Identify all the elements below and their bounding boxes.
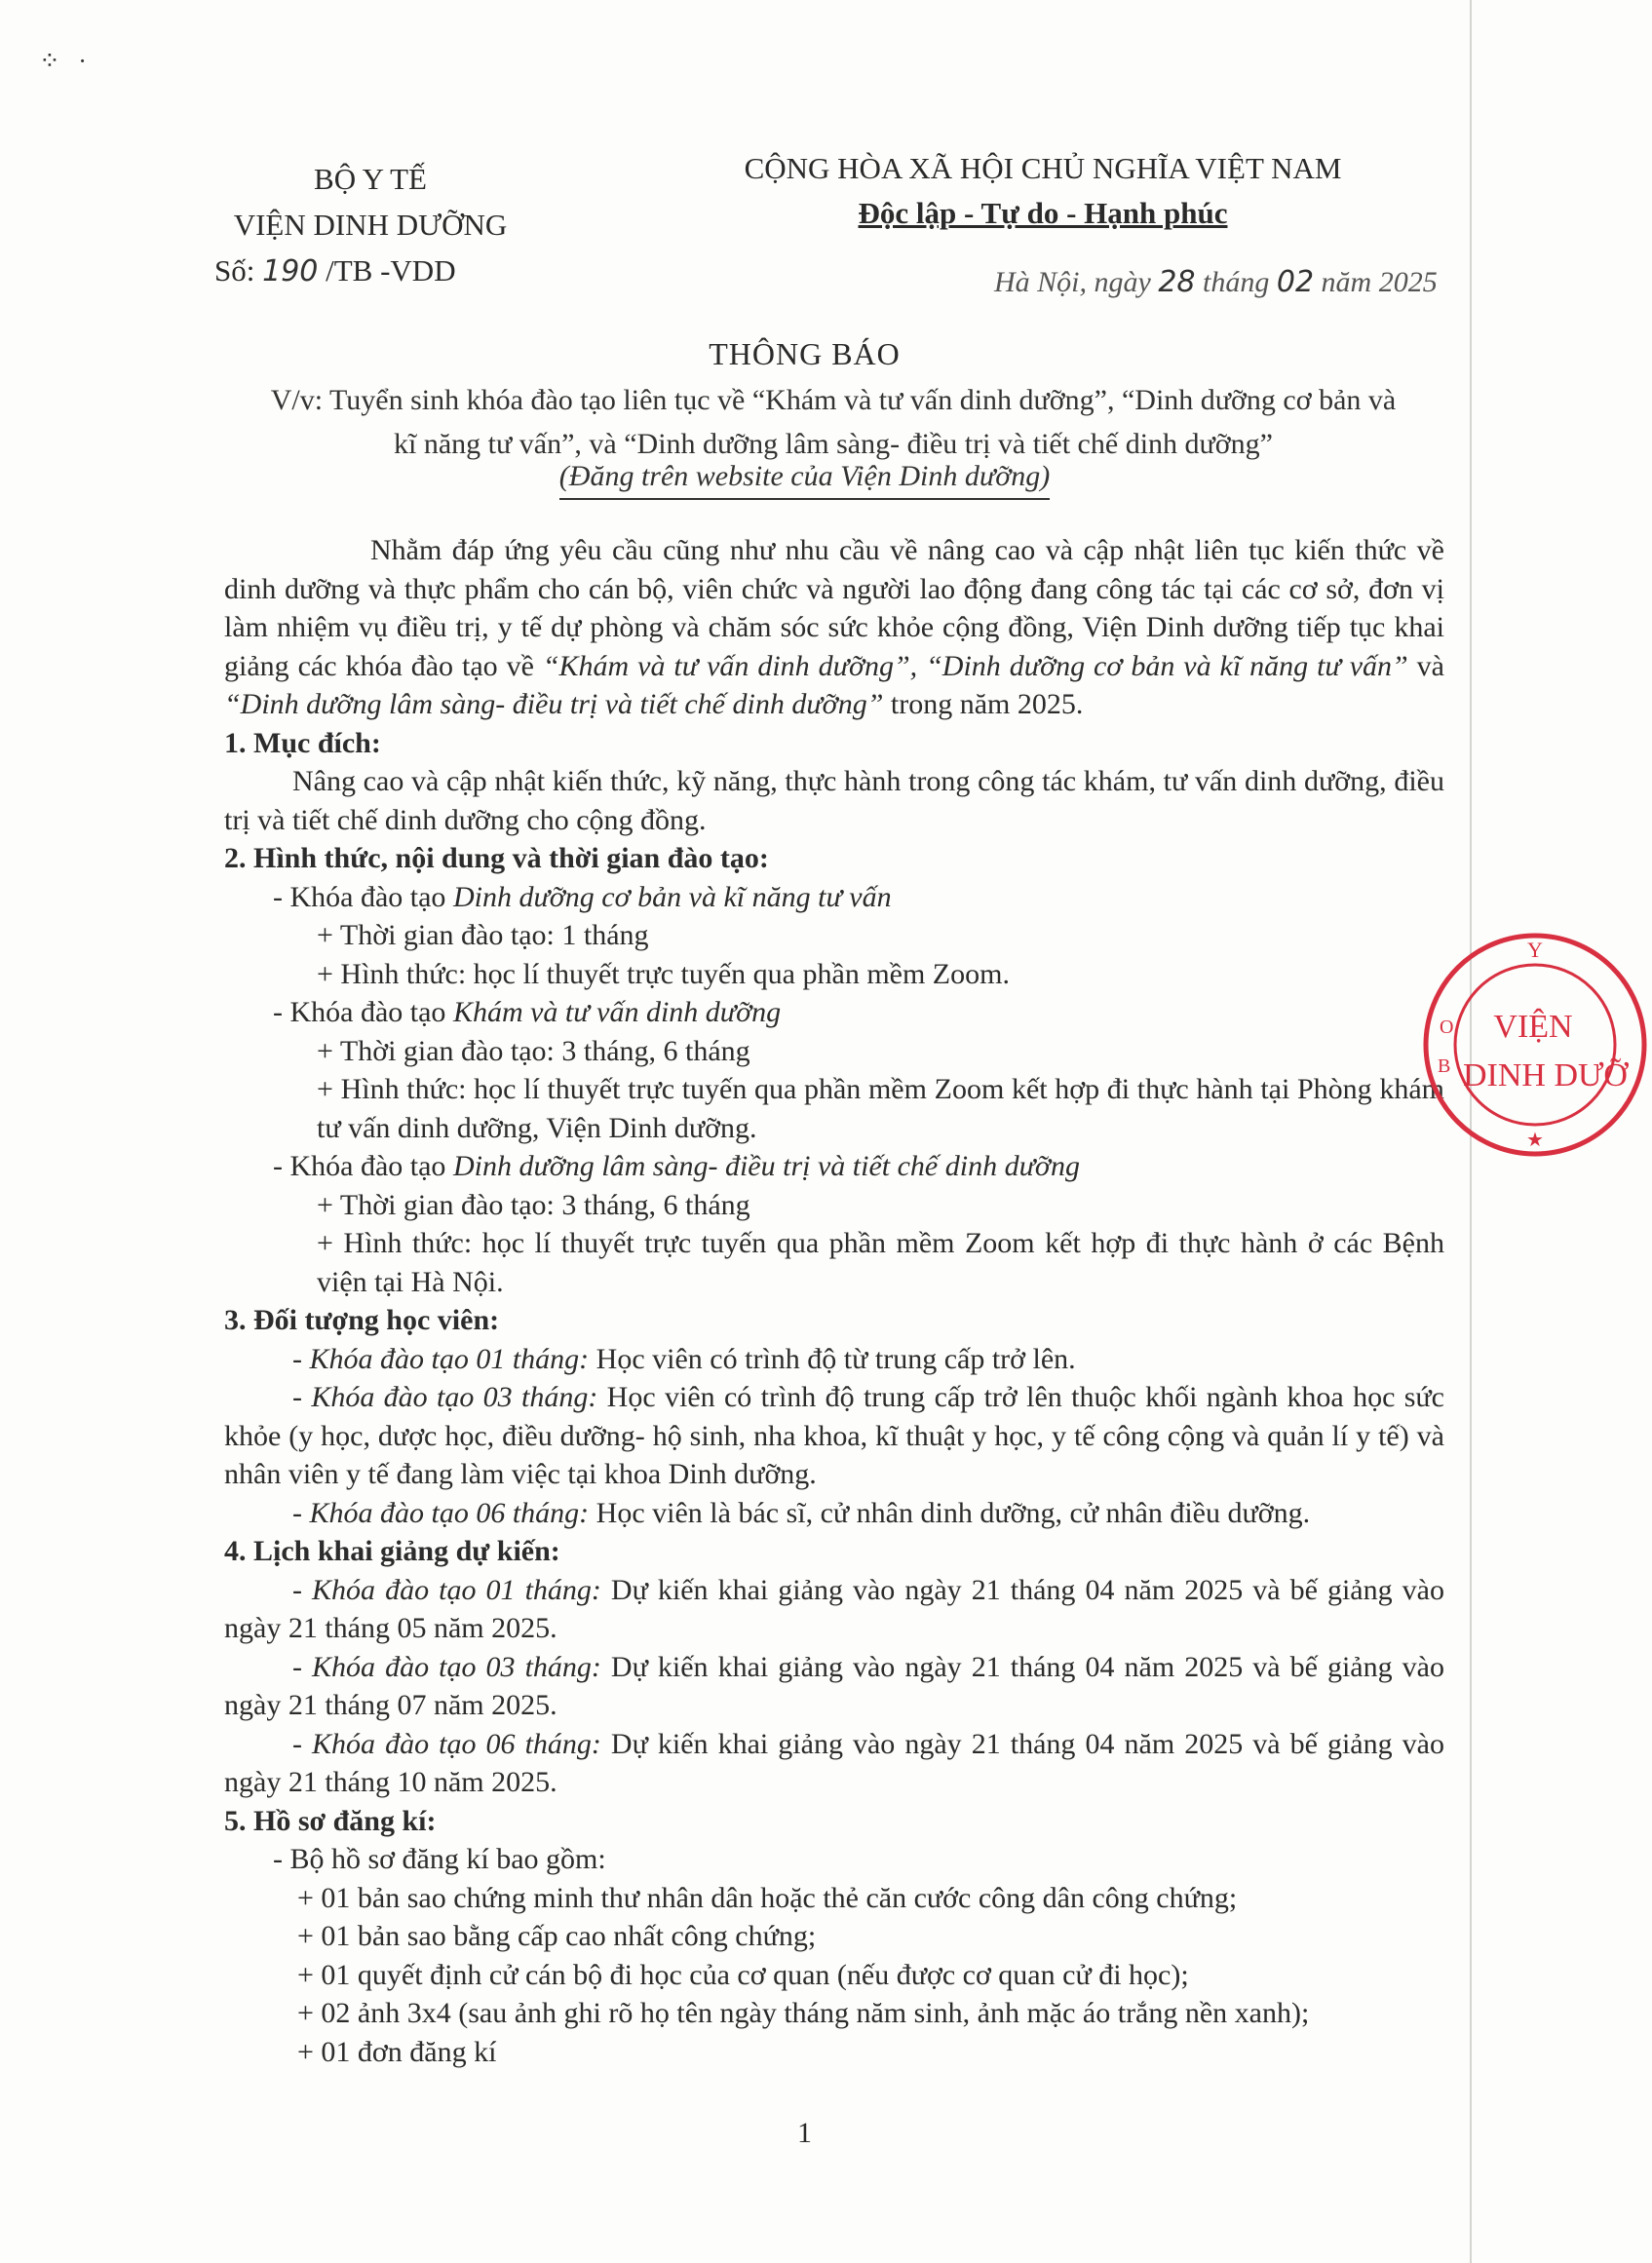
official-stamp <box>1418 928 1652 1162</box>
course-2-format-text: + Hình thức: học lí thuyết trực tuyến qua phần mềm Zoom kết hợp đi thực hành tại Phòng khám tư vấn dinh dưỡng, Viện Dinh dưỡng. <box>317 1073 1444 1144</box>
date-year-label: năm 2025 <box>1321 266 1438 298</box>
section-5-intro: - Bộ hồ sơ đăng kí bao gồm: <box>273 1843 606 1875</box>
date-prefix: Hà Nội, ngày <box>994 266 1151 298</box>
audience-item-3 <box>224 1494 1444 1533</box>
schedule-3-label: - Khóa đào tạo 06 tháng: <box>292 1727 601 1760</box>
stamp-ring-left-1: O <box>1440 1016 1454 1038</box>
institute-name <box>195 202 546 248</box>
schedule-1-label: - Khóa đào tạo 01 tháng: <box>292 1573 601 1606</box>
schedule-2-text: Dự kiến khai giảng vào ngày 21 tháng 04 năm 2025 và bế giảng vào ngày 21 tháng 07 năm 2025. <box>224 1650 1444 1721</box>
national-motto: Độc lập - Tự do - Hạnh phúc <box>858 196 1228 230</box>
intro-text-a: Nhằm đáp ứng yêu cầu cũng như nhu cầu về nâng cao và cập nhật liên tục kiến thức về dinh dưỡng và thực phẩm cho cán bộ, viên chức và người lao động đang công tác tại các cơ sở, đơn vị làm nhiệm vụ điều trị, y tế dự phòng và chăm sóc sức khỏe cộng đồng, Viện Dinh dưỡng tiếp tục khai giảng các khóa đào tạo về <box>224 534 1444 682</box>
audience-1-text: Học viên có trình độ từ trung cấp trở lên. <box>589 1342 1076 1375</box>
stamp-ring-top: Y <box>1527 938 1543 962</box>
section-4-heading: 4. Lịch khai giảng dự kiến: <box>224 1535 560 1567</box>
audience-item-2 <box>224 1378 1444 1494</box>
course-3-duration: + Thời gian đào tạo: 3 tháng, 6 tháng <box>317 1188 750 1221</box>
course-2-format <box>224 1070 1444 1147</box>
number-suffix: /TB -VDD <box>326 253 456 288</box>
section-1-heading: 1. Mục đích: <box>224 726 381 759</box>
course-2-prefix: - Khóa đào tạo <box>273 996 453 1028</box>
date-day: 28 <box>1158 265 1196 299</box>
stamp-line-1: VIỆN <box>1493 1009 1573 1045</box>
document-number <box>195 248 546 294</box>
course-3-name: Dinh dưỡng lâm sàng- điều trị và tiết chế dinh dưỡng <box>452 1150 1080 1182</box>
schedule-item-3 <box>224 1725 1444 1802</box>
audience-3-text: Học viên là bác sĩ, cử nhân dinh dưỡng, cử nhân điều dưỡng. <box>589 1496 1311 1529</box>
ministry-name: BỘ Y TẾ <box>314 162 427 196</box>
section-5-heading: 5. Hồ sơ đăng kí: <box>224 1804 437 1837</box>
stamp-outer-ring <box>1426 936 1644 1154</box>
audience-3-label: - Khóa đào tạo 06 tháng: <box>292 1496 590 1529</box>
intro-text-c: trong năm 2025. <box>883 688 1084 720</box>
course-1-duration: + Thời gian đào tạo: 1 tháng <box>317 919 649 951</box>
republic-name: CỘNG HÒA XÃ HỘI CHỦ NGHĨA VIỆT NAM <box>744 151 1342 185</box>
audience-1-label: - Khóa đào tạo 01 tháng: <box>292 1342 590 1375</box>
institute-name-text: VIỆN DINH DƯỠNG <box>233 208 508 242</box>
page-number: 1 <box>797 2117 812 2149</box>
number-prefix: Số: <box>214 253 255 288</box>
section-1-text: Nâng cao và cập nhật kiến thức, kỹ năng, thực hành trong công tác khám, tư vấn dinh dưỡng, điều trị và tiết chế dinh dưỡng cho cộng đồng. <box>224 765 1444 836</box>
stamp-ring-left-2: B <box>1438 1055 1451 1077</box>
audience-2-label: - Khóa đào tạo 03 tháng: <box>292 1381 598 1413</box>
scan-specks: ⁘ · <box>39 47 93 75</box>
posted-note <box>0 460 1609 493</box>
audience-item-1 <box>224 1340 1444 1379</box>
course-2-duration: + Thời gian đào tạo: 3 tháng, 6 tháng <box>317 1034 750 1067</box>
subject-line-2: kĩ năng tư vấn”, và “Dinh dưỡng lâm sàng- điều trị và tiết chế dinh dưỡng” <box>394 428 1273 460</box>
document-item-1: + 01 bản sao chứng minh thư nhân dân hoặc thẻ căn cước công dân công chứng; <box>297 1881 1238 1914</box>
document-body <box>224 531 1444 2071</box>
schedule-2-label: - Khóa đào tạo 03 tháng: <box>292 1650 601 1683</box>
stamp-inner-ring <box>1455 965 1615 1125</box>
date-month-label: tháng <box>1203 266 1270 298</box>
document-item-4: + 02 ảnh 3x4 (sau ảnh ghi rõ họ tên ngày tháng năm sinh, ảnh mặc áo trắng nền xanh); <box>297 1997 1310 2029</box>
schedule-item-2 <box>224 1648 1444 1725</box>
course-1-prefix: - Khóa đào tạo <box>273 880 453 913</box>
issue-date <box>994 265 1438 299</box>
subject-line-1: V/v: Tuyển sinh khóa đào tạo liên tục về “Khám và tư vấn dinh dưỡng”, “Dinh dưỡng cơ bản và <box>270 384 1397 416</box>
date-month: 02 <box>1276 265 1315 299</box>
intro-paragraph <box>224 531 1444 724</box>
document-subject <box>224 378 1442 466</box>
course-1-name: Dinh dưỡng cơ bản và kĩ năng tư vấn <box>452 880 892 913</box>
course-1-title <box>224 878 1444 917</box>
schedule-3-text: Dự kiến khai giảng vào ngày 21 tháng 04 năm 2025 và bế giảng vào ngày 21 tháng 10 năm 2025. <box>224 1727 1444 1798</box>
document-item-2: + 01 bản sao bằng cấp cao nhất công chứng; <box>297 1920 817 1952</box>
document-item-5: + 01 đơn đăng kí <box>297 2035 497 2068</box>
intro-text-b: và <box>1407 649 1444 682</box>
course-3-prefix: - Khóa đào tạo <box>273 1150 453 1182</box>
course-3-format: + Hình thức: học lí thuyết trực tuyến qua phần mềm Zoom kết hợp đi thực hành ở các Bệnh viện tại Hà Nội. <box>317 1227 1444 1298</box>
course-2-name: Khám và tư vấn dinh dưỡng <box>452 996 782 1028</box>
schedule-1-text: Dự kiến khai giảng vào ngày 21 tháng 04 năm 2025 và bế giảng vào ngày 21 tháng 05 năm 2025. <box>224 1573 1444 1644</box>
document-title: THÔNG BÁO <box>709 336 901 371</box>
audience-2-text: Học viên có trình độ trung cấp trở lên thuộc khối ngành khoa học sức khỏe (y học, dược học, điều dưỡng- hộ sinh, nha khoa, kĩ thuật y học, y tế công cộng và quản lí y tế) và nhân viên y tế đang làm việc tại khoa Dinh dưỡng. <box>224 1381 1444 1490</box>
course-2-title <box>224 993 1444 1032</box>
number-handwritten: 190 <box>262 254 319 288</box>
stamp-star-icon: ★ <box>1526 1128 1544 1151</box>
intro-course-2: “Dinh dưỡng lâm sàng- điều trị và tiết chế dinh dưỡng” <box>224 688 884 720</box>
section-3-heading: 3. Đối tượng học viên: <box>224 1304 500 1336</box>
stamp-line-2: DINH DƯỠ <box>1463 1057 1628 1093</box>
schedule-item-1 <box>224 1571 1444 1648</box>
document-item-3: + 01 quyết định cử cán bộ đi học của cơ quan (nếu được cơ quan cử đi học); <box>297 1958 1189 1991</box>
intro-course-1: “Khám và tư vấn dinh dưỡng”, “Dinh dưỡng cơ bản và kĩ năng tư vấn” <box>542 649 1408 682</box>
course-1-format: + Hình thức: học lí thuyết trực tuyến qua phần mềm Zoom. <box>317 957 1010 990</box>
section-2-heading: 2. Hình thức, nội dung và thời gian đào tạo: <box>224 842 769 874</box>
course-3-title <box>224 1147 1444 1186</box>
national-header <box>672 146 1413 236</box>
issuer-block <box>195 156 546 294</box>
posted-note-text: (Đăng trên website của Viện Dinh dưỡng) <box>559 460 1050 500</box>
